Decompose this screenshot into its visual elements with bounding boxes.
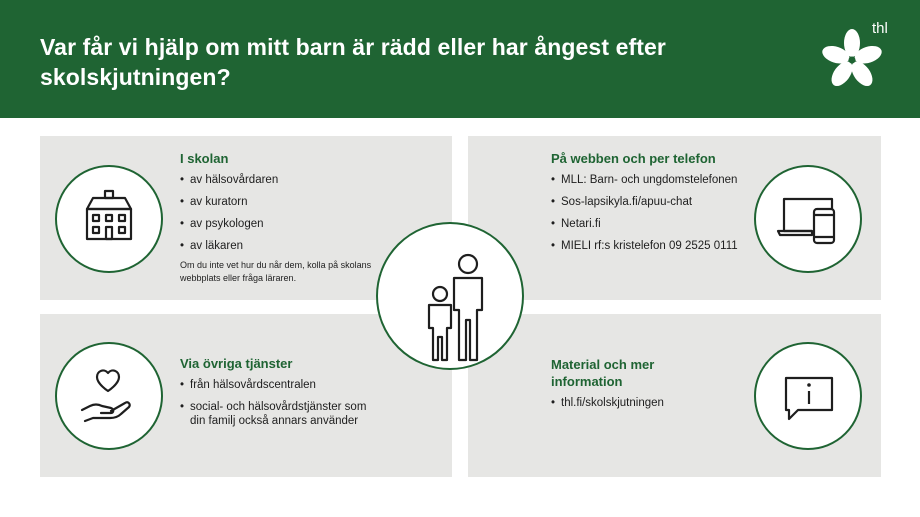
page-title: Var får vi hjälp om mitt barn är rädd eller har ångest efter skolskjutningen?: [40, 34, 666, 90]
school-icon-circle: [55, 165, 163, 273]
other-services-block: [180, 355, 420, 436]
info-speech-bubble-icon: [756, 344, 860, 448]
list-item: • av kuratorn: [180, 195, 400, 209]
web-icon-circle: [754, 165, 862, 273]
web-heading: På webben och per telefon: [551, 151, 716, 166]
list-item: • MIELI rf:s kristelefon 09 2525 0111: [551, 239, 751, 253]
school-building-icon: [57, 167, 161, 271]
list-item: • av psykologen: [180, 217, 400, 231]
material-icon-circle: [754, 342, 862, 450]
list-item: • Sos-lapsikyla.fi/apuu-chat: [551, 195, 751, 209]
laptop-phone-icon: [756, 167, 860, 271]
material-block: [551, 356, 751, 418]
header-banner: [0, 0, 920, 118]
list-item: • av läkaren: [180, 239, 400, 253]
list-item: • Netari.fi: [551, 217, 751, 231]
other-services-heading: Via övriga tjänster: [180, 356, 293, 371]
logo-text: thl: [872, 20, 888, 37]
list-item: • social- och hälsovårdstjänster som din familj också annars använder: [180, 400, 380, 428]
list-item: • MLL: Barn- och ungdomstelefonen: [551, 173, 751, 187]
list-item: • av hälsovårdaren: [180, 173, 400, 187]
list-item: • thl.fi/skolskjutningen: [551, 396, 751, 410]
list-item: • från hälsovårdscentralen: [180, 378, 420, 392]
heart-hand-icon: [57, 344, 161, 448]
material-heading: Material och mer information: [551, 357, 655, 389]
school-block: [180, 150, 400, 285]
web-list: [551, 173, 751, 253]
school-heading: I skolan: [180, 151, 229, 166]
school-list: [180, 173, 400, 253]
web-block: [551, 150, 751, 261]
other-services-list: [180, 378, 420, 428]
other-services-icon-circle: [55, 342, 163, 450]
school-note: Om du inte vet hur du når dem, kolla på skolans webbplats eller fråga läraren.: [180, 260, 372, 283]
material-list: [551, 396, 751, 410]
